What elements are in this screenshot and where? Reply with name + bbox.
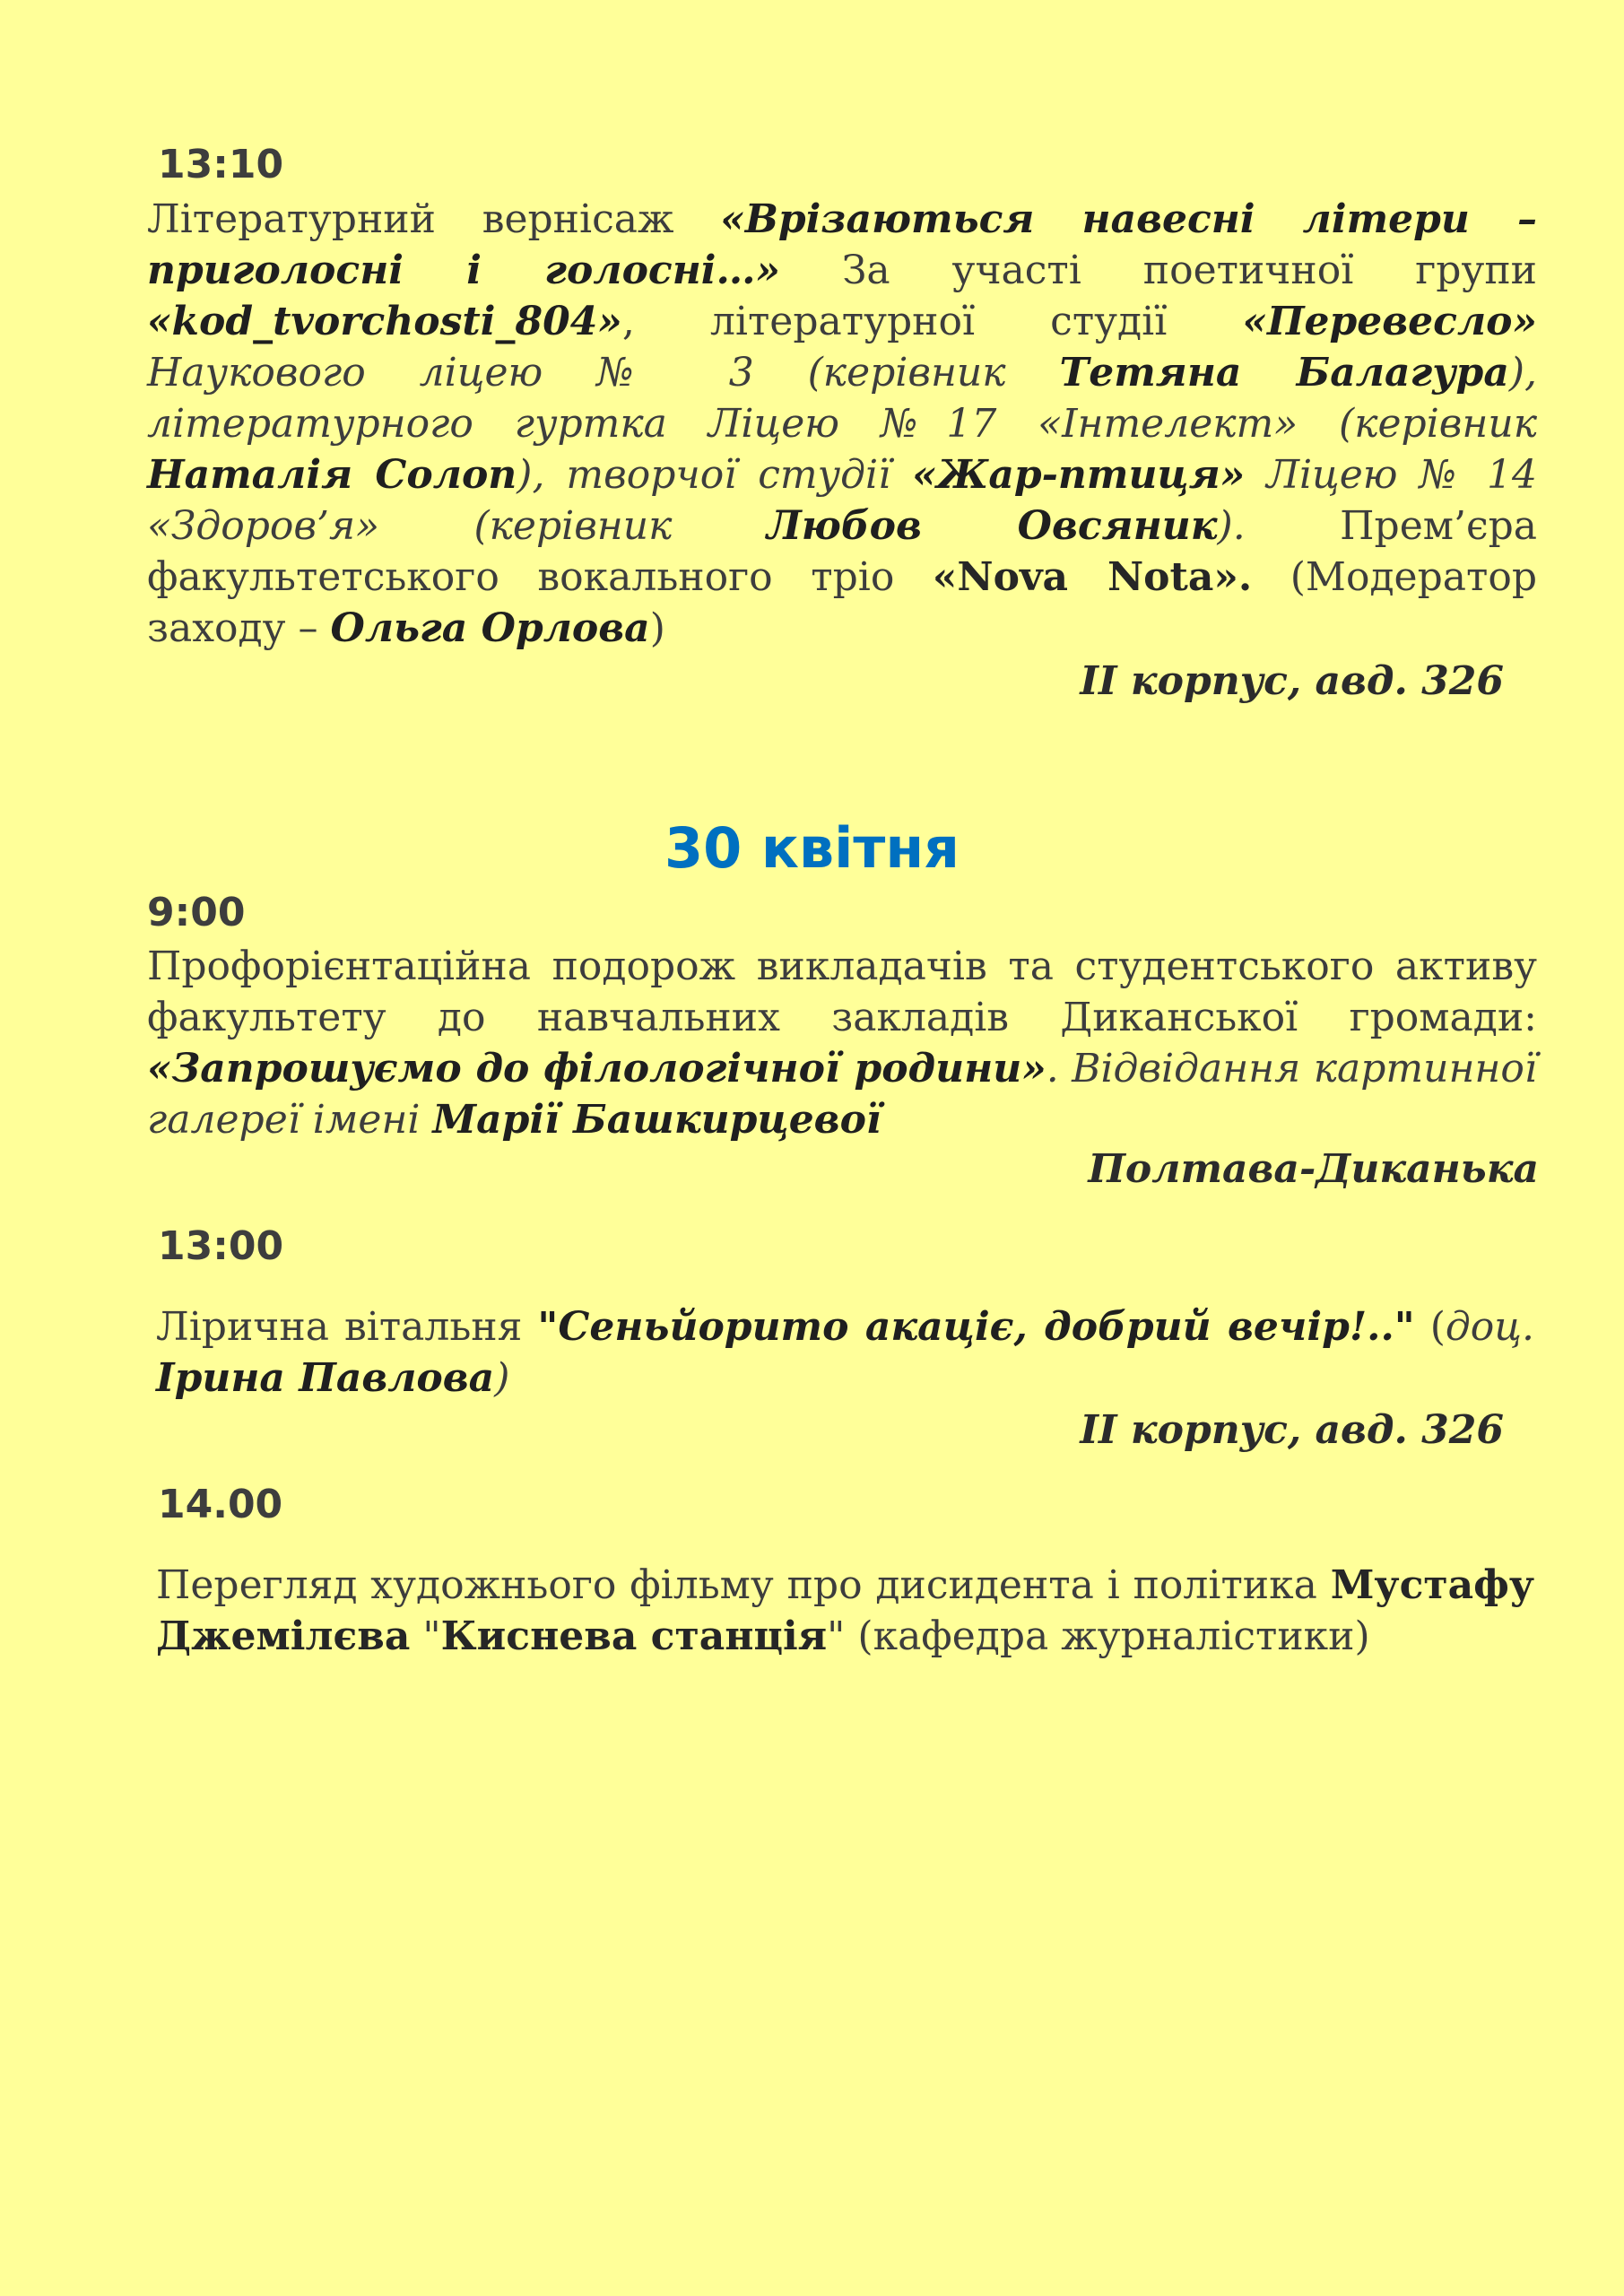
time-1300: 13:00 — [158, 1223, 284, 1269]
event-film-screening: Перегляд художнього фільму про дисидента і політика Мустафу Джемілєва "Киснева станція" (кафедра журналістики) — [156, 1562, 1534, 1659]
time-1310: 13:10 — [158, 142, 284, 187]
location-building-2-aud-326: ІІ корпус, авд. 326 — [1080, 658, 1504, 704]
event-literary-vernissage: Літературний вернісаж «Врізаються навесні літери – приголосні і голосні…» За участі поетичної групи «kod_tvorchosti_804», літературної студії «Перевесло» Наукового ліцею № 3 (керівник Тетяна Балагура), літературного гуртка Ліцею №17 «Інтелект» (керівник Наталія Солоп), творчої студії «Жар-птиця» Ліцею № 14 «Здоров’я» (керівник Любов Овсяник). Прем’єра факультетського вокального тріо «Nova Nota». (Модератор заходу – Ольга Орлова) — [147, 196, 1537, 651]
event-lyrical-lounge: Лірична вітальня "Сеньйорито акаціє, добрий вечір!.." (доц. Ірина Павлова) — [156, 1304, 1534, 1401]
time-1400: 14.00 — [158, 1482, 283, 1527]
event-career-trip: Профорієнтаційна подорож викладачів та студентського активу факультету до навчальних закладів Диканської громади: «Запрошуємо до філологічної родини». Відвідання картинної галереї імені Марії Башкирцевої — [147, 944, 1537, 1143]
time-900: 9:00 — [147, 890, 246, 935]
location-poltava-dykanka: Полтава-Диканька — [1088, 1146, 1539, 1192]
date-heading: 30 квітня — [664, 815, 960, 881]
location-building-2-aud-326-b: ІІ корпус, авд. 326 — [1080, 1407, 1504, 1453]
